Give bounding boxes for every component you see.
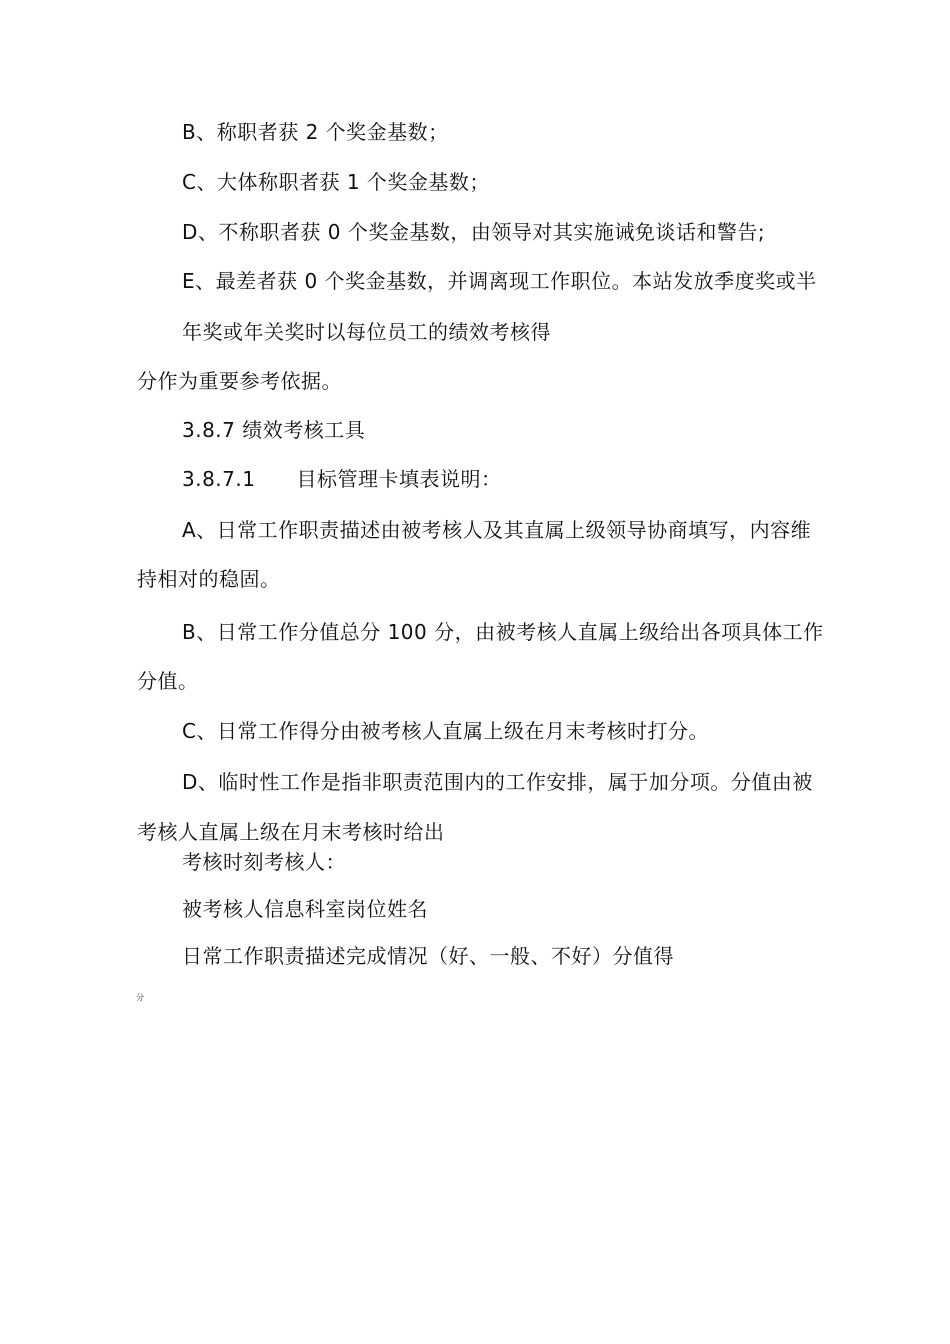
paragraph-line: B、日常工作分值总分 100 分，由被考核人直属上级给出各项具体工作 (182, 620, 824, 644)
paragraph-line: 年奖或年关奖时以每位员工的绩效考核得 (182, 320, 551, 344)
paragraph-line: D、临时性工作是指非职责范围内的工作安排，属于加分项。分值由被 (182, 770, 813, 794)
paragraph-line: C、日常工作得分由被考核人直属上级在月末考核时打分。 (182, 719, 709, 743)
paragraph-line: 日常工作职责描述完成情况（好、一般、不好）分值得 (182, 944, 674, 968)
footnote-text: 分 (136, 993, 144, 1002)
paragraph-line: B、称职者获 2 个奖金基数； (182, 120, 449, 144)
paragraph-line: 被考核人信息科室岗位姓名 (182, 897, 428, 921)
paragraph-line: A、日常工作职责描述由被考核人及其直属上级领导协商填写，内容维 (182, 518, 812, 542)
paragraph-line: D、不称职者获 0 个奖金基数，由领导对其实施诫免谈话和警告; (182, 220, 766, 244)
paragraph-line: 持相对的稳固。 (137, 567, 281, 591)
paragraph-line: 分作为重要参考依据。 (137, 369, 342, 393)
paragraph-line: 分值。 (137, 669, 199, 693)
paragraph-line: 考核时刻考核人： (182, 850, 346, 874)
subsection-heading: 3.8.7.1 目标管理卡填表说明： (182, 467, 502, 491)
paragraph-line: E、最差者获 0 个奖金基数，并调离现工作职位。本站发放季度奖或半 (182, 269, 817, 293)
paragraph-line: C、大体称职者获 1 个奖金基数； (182, 170, 490, 194)
section-heading: 3.8.7 绩效考核工具 (182, 418, 366, 442)
paragraph-line: 考核人直属上级在月末考核时给出 (137, 820, 445, 844)
